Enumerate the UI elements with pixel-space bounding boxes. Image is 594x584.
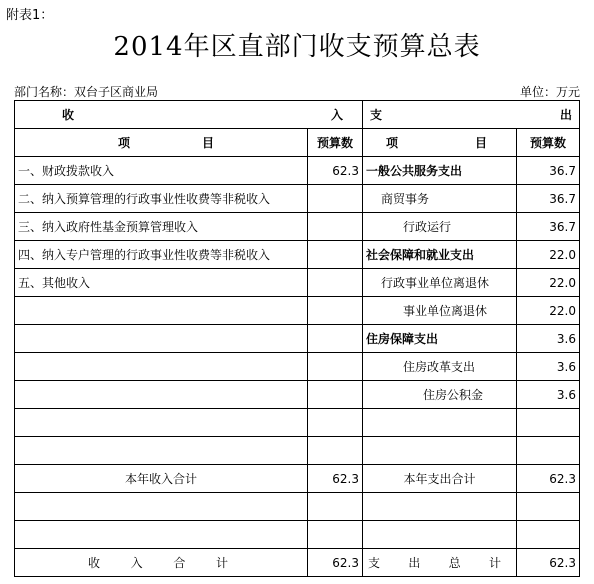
annual-income-value: 62.3	[308, 465, 363, 493]
total-income-value: 62.3	[308, 549, 363, 577]
expense-value: 22.0	[517, 269, 580, 297]
expense-item: 事业单位离退休	[363, 297, 517, 325]
table-row	[15, 269, 580, 297]
income-item	[15, 381, 308, 409]
expense-section-header	[363, 101, 580, 129]
table-row	[15, 409, 580, 437]
total-income-char: 收	[88, 556, 101, 570]
total-expense-char: 出	[408, 556, 421, 570]
income-item: 五、其他收入	[15, 269, 308, 297]
income-item	[15, 521, 308, 549]
total-expense-char: 计	[488, 556, 501, 570]
total-expense-char: 支	[368, 556, 381, 570]
total-income-char: 入	[130, 556, 143, 570]
income-value	[308, 185, 363, 213]
income-item-head-right: 目	[201, 136, 214, 150]
expense-item	[363, 409, 517, 437]
expense-value: 3.6	[517, 325, 580, 353]
expense-value: 22.0	[517, 297, 580, 325]
expense-value	[517, 493, 580, 521]
expense-value: 36.7	[517, 157, 580, 185]
expense-value: 3.6	[517, 353, 580, 381]
total-expense-value: 62.3	[517, 549, 580, 577]
income-value: 62.3	[308, 157, 363, 185]
income-value	[308, 353, 363, 381]
expense-item: 住房保障支出	[363, 325, 517, 353]
expense-head-right: 出	[559, 108, 572, 122]
table-row	[15, 297, 580, 325]
income-item	[15, 409, 308, 437]
expense-item: 住房公积金	[363, 381, 517, 409]
expense-item: 一般公共服务支出	[363, 157, 517, 185]
table-row	[15, 381, 580, 409]
income-value	[308, 409, 363, 437]
table-row	[15, 493, 580, 521]
expense-value: 3.6	[517, 381, 580, 409]
table-row	[15, 353, 580, 381]
income-item-head-left: 项	[118, 136, 131, 150]
page-title: 2014年区直部门收支预算总表	[113, 32, 481, 62]
expense-item: 行政事业单位离退休	[363, 269, 517, 297]
income-value	[308, 381, 363, 409]
income-value	[308, 213, 363, 241]
income-value	[308, 437, 363, 465]
income-head-right: 入	[330, 108, 343, 122]
income-section-header	[15, 101, 363, 129]
expense-item-head-left: 项	[386, 136, 399, 150]
expense-value: 36.7	[517, 213, 580, 241]
income-item: 四、纳入专户管理的行政事业性收费等非税收入	[15, 241, 308, 269]
income-item: 二、纳入预算管理的行政事业性收费等非税收入	[15, 185, 308, 213]
total-expense-label	[363, 549, 517, 577]
expense-item: 商贸事务	[363, 185, 517, 213]
income-item	[15, 437, 308, 465]
table-row	[15, 213, 580, 241]
income-value	[308, 493, 363, 521]
total-income-char: 合	[173, 556, 186, 570]
income-item-header	[15, 129, 308, 157]
annual-income-label: 本年收入合计	[15, 465, 308, 493]
budget-table	[14, 100, 580, 577]
expense-item: 住房改革支出	[363, 353, 517, 381]
income-item: 一、财政拨款收入	[15, 157, 308, 185]
total-expense-char: 总	[448, 556, 461, 570]
expense-item-head-right: 目	[474, 136, 487, 150]
table-row	[15, 241, 580, 269]
income-value	[308, 241, 363, 269]
table-row	[15, 437, 580, 465]
income-value	[308, 297, 363, 325]
department-name: 部门名称：双台子区商业局	[14, 85, 159, 99]
table-row	[15, 521, 580, 549]
income-item	[15, 353, 308, 381]
income-value	[308, 269, 363, 297]
income-budget-header: 预算数	[308, 129, 363, 157]
expense-item	[363, 493, 517, 521]
income-item	[15, 297, 308, 325]
annual-total-row	[15, 465, 580, 493]
expense-item: 行政运行	[363, 213, 517, 241]
expense-value: 22.0	[517, 241, 580, 269]
expense-budget-header: 预算数	[517, 129, 580, 157]
expense-value	[517, 409, 580, 437]
table-row	[15, 185, 580, 213]
expense-value	[517, 521, 580, 549]
section-header-row	[15, 101, 580, 129]
table-row	[15, 325, 580, 353]
table-row	[15, 157, 580, 185]
expense-item-header	[363, 129, 517, 157]
total-income-char: 计	[215, 556, 228, 570]
expense-item	[363, 521, 517, 549]
expense-value	[517, 437, 580, 465]
expense-item	[363, 437, 517, 465]
income-value	[308, 325, 363, 353]
income-head-left: 收	[62, 108, 75, 122]
appendix-label: 附表1：	[6, 8, 54, 23]
expense-head-left: 支	[370, 108, 383, 122]
annual-expense-label: 本年支出合计	[363, 465, 517, 493]
annual-expense-value: 62.3	[517, 465, 580, 493]
expense-item: 社会保障和就业支出	[363, 241, 517, 269]
total-income-label	[15, 549, 308, 577]
expense-value: 36.7	[517, 185, 580, 213]
unit-label: 单位：万元	[519, 85, 580, 99]
grand-total-row	[15, 549, 580, 577]
income-item	[15, 325, 308, 353]
income-item: 三、纳入政府性基金预算管理收入	[15, 213, 308, 241]
income-item	[15, 493, 308, 521]
column-header-row	[15, 129, 580, 157]
income-value	[308, 521, 363, 549]
